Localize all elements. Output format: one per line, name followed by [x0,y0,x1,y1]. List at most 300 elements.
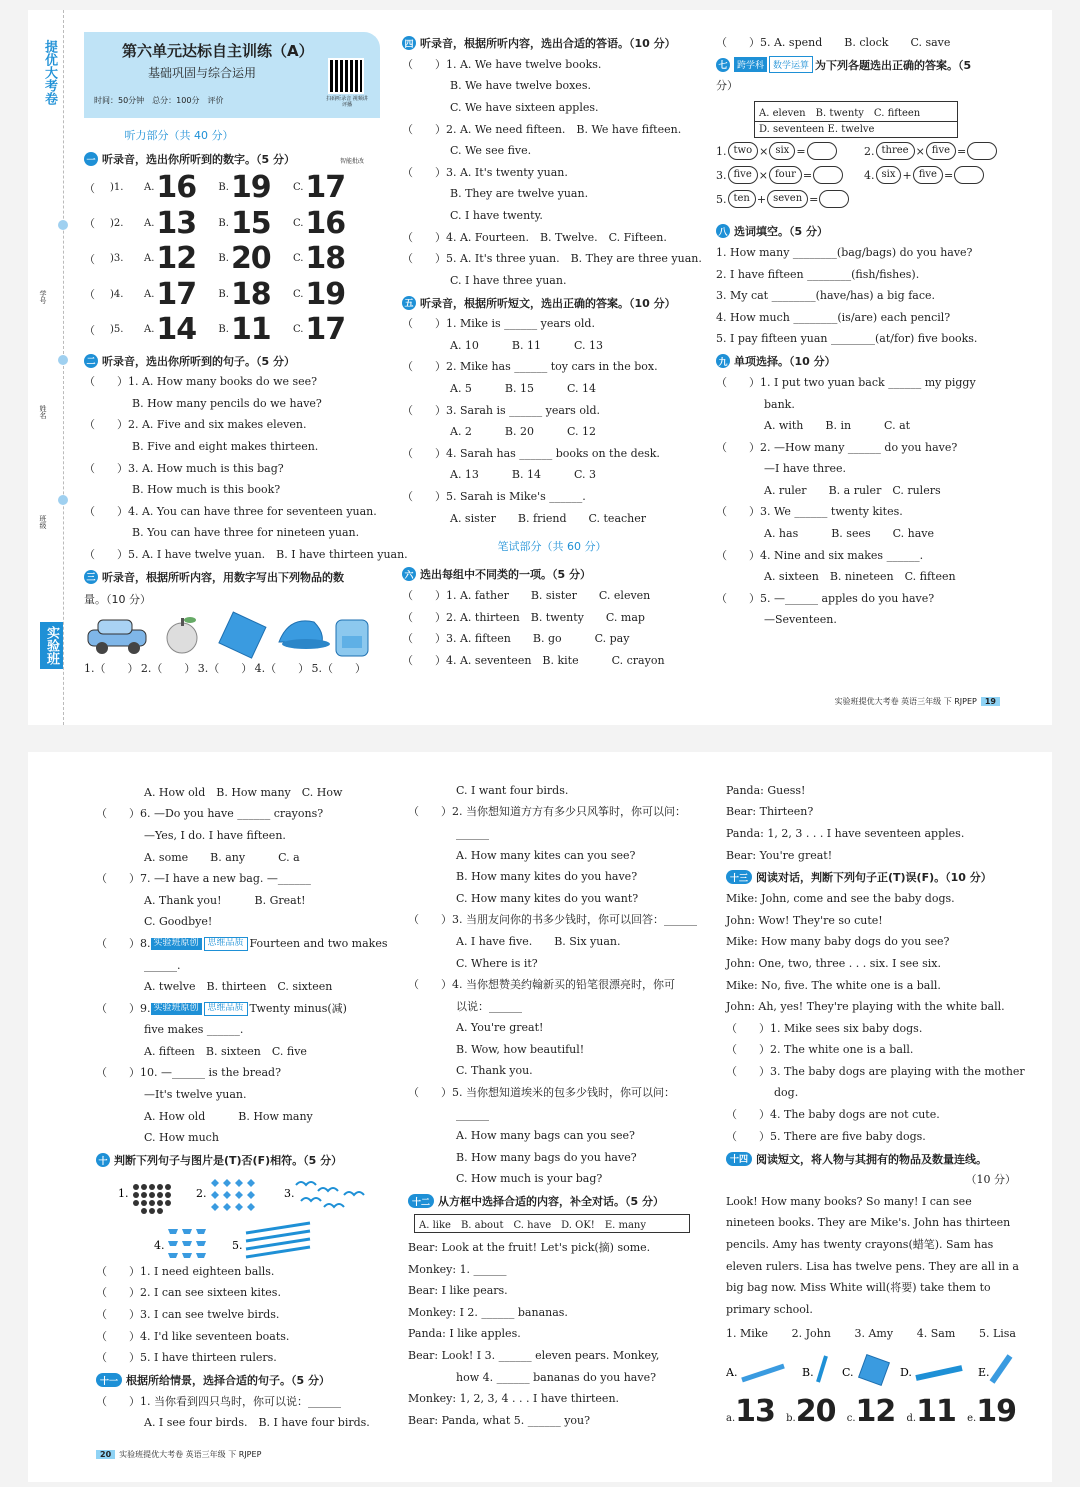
eq-number: 2. [864,144,875,158]
question-text: （ ）5. A. spend B. clock C. save [716,35,951,49]
question-line: （ ）2. A. thirteen B. twenty C. map [402,610,645,624]
column-3 [716,10,1016,725]
section-badge: 五 [402,296,416,310]
option-number: 16 [305,205,346,241]
dialogue-line: Monkey: I 2. ______ bananas. [408,1305,568,1319]
q-number: （ ）9. [96,1001,151,1015]
people-row [726,1327,1016,1340]
option-number: 14 [156,312,197,348]
eq-operator: × [915,144,925,158]
option-number: 18 [230,276,271,312]
number-value: 20 [795,1393,836,1429]
page-footer [96,1449,261,1460]
side-series: 实验班 [40,622,63,669]
section-10-instruction: 判断下列句子与图片是(T)否(F)相符。（5 分） [114,1154,343,1168]
section-badge: 三 [84,570,98,584]
question-line: A. Thank you! B. Great! [144,893,306,907]
book-icon [859,1354,890,1385]
q-number: )4. [110,288,124,300]
answer-bracket[interactable]: （ [84,323,95,337]
thinking-tag: 思维品质 [204,1002,248,1016]
number-choice-row [84,241,380,277]
number-choice-row [84,206,380,242]
answer-bracket[interactable]: （ [84,217,95,231]
question-line: （ ）10. —______ is the bread? [96,1066,281,1080]
section-4-heading [402,32,702,54]
q-text-cont: ______. [144,958,181,972]
question-line: bank. [764,397,795,411]
dialogue-line: Monkey: 1. ______ [408,1262,507,1276]
question-line: （ ）1. A. We have twelve books. [402,57,602,71]
answer-circle[interactable] [807,142,837,160]
question-line: （ ）3. A. How much is this bag? [84,461,284,475]
question-line: （ ）2. —How many ______ do you have? [716,440,958,454]
dialogue-line: （ ）4. The baby dogs are not cute. [726,1108,940,1122]
question-line: 3. My cat ________(have/has) a big face. [716,289,935,303]
dialogue-line: Bear: Look! I 3. ______ eleven pears. Monkey, [408,1349,660,1362]
section-badge: 十四 [726,1152,752,1166]
bind-hole [58,220,68,230]
number-option [907,1394,956,1429]
q-options: A. fifteen B. sixteen C. five [144,1044,307,1058]
response-choice-list [402,54,702,292]
question-line: （ ）1. I put two yuan back ______ my piggy [716,375,976,389]
side-student-no: 学号 [39,290,47,304]
number-option [847,1394,896,1429]
question-line: A. 10 B. 11 C. 13 [450,338,604,352]
title-banner [84,32,380,118]
question-line: A. 5 B. 15 C. 14 [450,382,597,396]
eq-operator: × [758,168,768,182]
eq-word: six [769,142,795,160]
question-line: A. ruler B. a ruler C. rulers [764,483,941,497]
math-equation [716,190,849,208]
section-14-heading [726,1148,1016,1170]
eq-number: 5. [716,192,727,206]
true-false-list [96,1261,392,1369]
question-line: （ ）5. —______ apples do you have? [716,591,935,605]
exam-page-19 [28,10,1052,725]
answer-circle[interactable] [813,166,843,184]
question-line: A. with B. in C. at [764,419,911,433]
item-label: E. [978,1365,990,1379]
answer-circle[interactable] [819,190,849,208]
situation-choice-list-cont [408,780,698,1190]
question-line: （ ）5. Sarah is Mike's ______. [402,490,586,504]
birds-icon [296,1182,364,1207]
cap-icon [279,621,330,649]
option-letter: B. [218,182,229,194]
dialogue-line: Panda: Guess! [726,783,806,797]
eq-word: five [913,166,943,184]
bind-hole [58,495,68,505]
math-equation [716,142,837,160]
question-line: A. You're great! [456,1021,544,1035]
pic-label: 4. [154,1239,165,1253]
question-line: （ ）4. I'd like seventeen boats. [96,1329,290,1343]
question-line: （ ）1. Mike is ______ years old. [402,317,595,331]
person-amy: 3. Amy [854,1326,894,1340]
eq-word: six [876,166,902,184]
eq-equals: = [809,192,819,206]
question-line: B. How many kites do you have? [456,870,638,884]
answer-bracket[interactable]: （ [84,181,95,195]
question-line: （ ）3. A. fifteen B. go C. pay [402,632,630,646]
section-7-instruction: 为下列各题选出正确的答案。（5 [815,58,972,72]
q-number: )5. [110,324,124,336]
page-number: 20 [96,1450,115,1459]
question-line: C. I want four birds. [456,783,569,797]
question-line: 5. I pay fifteen yuan ________(at/for) five books. [716,332,978,346]
dialogue-line: （ ）1. Mike sees six baby dogs. [726,1021,923,1035]
dialogue-line: Panda: 1, 2, 3 . . . I have seventeen apples. [726,826,965,840]
picture-grid [96,1171,392,1261]
answer-circle[interactable] [954,166,984,184]
dialogue-line: Bear: I like pears. [408,1284,508,1298]
option-number: 11 [230,312,271,348]
original-tag: 实验班原创 [151,1003,202,1015]
dialogue-line: Bear: Thirteen? [726,805,814,819]
question-line: （ ）2. I can see sixteen kites. [96,1286,281,1300]
original-tag: 实验班原创 [151,938,202,950]
question-line: —Seventeen. [764,613,837,627]
number-letter: e. [967,1412,977,1424]
section-5-heading [402,292,702,314]
eq-operator: + [902,168,912,182]
eq-operator: × [759,144,769,158]
item-label: A. [726,1365,738,1379]
option-number: 17 [156,276,197,312]
question-line: （ ）3. I can see twelve birds. [96,1308,280,1322]
question-line: （ ）3. We ______ twenty kites. [716,505,903,519]
dialogue-line: how 4. ______ bananas do you have? [456,1370,656,1384]
footer-text: 实验班提优大考卷 英语三年级 下 RJPEP [119,1450,262,1459]
side-strip [28,10,64,725]
option-number: 12 [156,241,197,277]
section-7-heading [716,54,1016,76]
eq-equals: = [796,144,806,158]
section-1-instruction: 听录音，选出你所听到的数字。（5 分） [102,153,295,166]
eq-equals: = [957,144,967,158]
section-9-heading [716,350,1016,372]
eq-equals: = [943,168,954,182]
section-14-points: （10 分） [965,1173,1016,1187]
dialogue-line: （ ）3. The baby dogs are playing with the mother [726,1064,1025,1078]
pencil-icon [818,1356,826,1382]
page-footer [835,696,1000,707]
option-letter: B. [218,253,229,265]
number-value: 12 [855,1393,896,1429]
question-line: B. Wow, how beautiful! [456,1042,585,1056]
number-option [967,1394,1016,1429]
number-choice-row [84,312,380,348]
side-brand: 提优大考卷 [42,40,57,105]
section-10-heading [96,1149,392,1171]
q-number: )3. [110,253,124,265]
dialogue-line: Mike: How many baby dogs do you see? [726,935,950,949]
option-letter: C. [292,253,304,265]
passage-line: Look! How many books? So many! I can see [726,1194,972,1208]
number-value: 11 [916,1393,956,1429]
apple-icon [167,617,197,653]
question-line: A. some B. any C. a [144,850,300,864]
word-fill-list [716,242,1016,350]
question-line: （ ）5. I have thirteen rulers. [96,1351,277,1365]
question-line: B. They are twelve yuan. [450,187,589,201]
question-line: （ ）2. 当你想知道方方有多少只风筝时，你可以问： [408,805,686,819]
option-box-line: D. seventeen E. twelve [759,124,875,136]
question-line: （ ）4. Sarah has ______ books on the desk. [402,446,660,460]
eq-equals: = [802,168,813,182]
section-5-instruction: 听录音，根据所听短文，选出正确的答案。（10 分） [420,296,676,310]
pic-label: 1. [118,1187,129,1201]
column-2 [408,752,698,1482]
odd-one-out-list [402,585,702,671]
option-letter: A. [144,324,155,336]
pic-label: 2. [196,1187,207,1201]
single-choice-list [716,372,1016,631]
question-line: （ ）2. Mike has ______ toy cars in the box. [402,360,658,374]
column-1 [84,10,408,725]
option-letter: C. [292,182,304,194]
exam-info: 时间：50分钟 总分：100分 评价 [94,96,224,105]
question-10 [96,1063,392,1149]
column-1 [96,752,392,1482]
item-label: C. [842,1365,854,1379]
column-2 [402,10,702,725]
dialogue-line: John: Ah, yes! They're playing with the white ball. [726,1000,1005,1014]
answer-slot-2[interactable]: 2.（ ） [140,661,196,675]
exam-page-20 [28,752,1052,1482]
question-line: （ ）2. A. We need fifteen. B. We have fifteen. [402,122,682,136]
section-3-instruction: 听录音，根据所听内容，用数字写出下列物品的数 [102,570,344,584]
interdisciplinary-tag: 跨学科 [734,57,767,72]
answer-bracket[interactable]: （ [84,288,95,302]
section-2-instruction: 听录音，选出你所听到的句子。（5 分） [102,354,295,368]
dialogue-fill [408,1237,698,1431]
eq-word: five [728,166,758,184]
q-number: )1. [110,182,124,194]
question-line: —Yes, I do. I have fifteen. [144,828,286,842]
option-box-line: A. eleven B. twenty C. fifteen [755,102,957,122]
question-line: —It's twelve yuan. [144,1088,247,1102]
thinking-tag: 思维品质 [204,937,248,951]
question-line: （ ）6. —Do you have ______ crayons? [96,807,324,821]
items-svg [726,1350,1016,1390]
question-line: （ ）4. A. You can have three for seventeen yuan. [84,504,377,518]
question-8 [96,933,392,955]
question-line: （ ）5. A. It's three yuan. B. They are three yuan. [402,252,702,266]
section-6-heading [402,563,702,585]
question-line: C. How much is your bag? [456,1172,603,1186]
reading-passage [726,1191,1019,1321]
question-line: A. How old B. How many C. How [144,785,343,799]
question-line: B. We have twelve boxes. [450,79,591,93]
math-equations [716,142,1016,214]
question-line: 4. How much ________(is/are) each pencil? [716,310,951,324]
number-value: 19 [976,1393,1016,1429]
passage-line: nineteen books. They are Mike's. John has thirteen [726,1216,1011,1230]
option-letter: A. [144,253,155,265]
person-john: 2. John [791,1326,831,1340]
section-badge: 一 [84,152,98,166]
number-choice-row [84,277,380,313]
section-badge: 四 [402,36,416,50]
item-pictures-svg [84,610,380,660]
section-12-heading [408,1190,698,1212]
option-letter: B. [218,217,229,229]
q-number: （ ）8. [96,936,151,950]
option-letter: B. [218,288,229,300]
question-line: （ ）5. A. I have twelve yuan. B. I have thirteen yuan. [84,548,408,561]
section-11-heading [96,1369,392,1391]
section-2-heading [84,350,380,372]
pic-label: 5. [232,1239,243,1253]
option-number: 13 [156,205,197,241]
question-line: 1. How many ________(bag/bags) do you have? [716,245,973,259]
question-line: C. I have twenty. [450,208,543,222]
question-line: （ ）1. 当你看到四只鸟时，你可以说：______ [96,1394,341,1408]
crayon-icon [992,1356,1010,1382]
item-label: B. [802,1365,814,1379]
dialogue-line: Mike: John, come and see the baby dogs. [726,892,955,906]
option-letter: B. [218,324,229,336]
answer-bracket[interactable]: （ [84,252,95,266]
passage-line: pencils. Amy has twenty crayons(蜡笔). Sam has [726,1238,994,1252]
eq-number: 3. [716,168,727,182]
math-tag: 数学运算 [769,56,813,73]
question-line: C. We see five. [450,144,532,158]
option-letter: A. [144,217,155,229]
qr-code [330,60,362,92]
question-line: （ ）3. A. It's twenty yuan. [402,165,568,179]
person-sam: 4. Sam [916,1326,956,1340]
number-choice-row [84,170,380,206]
question-line: A. sixteen B. nineteen C. fifteen [764,570,956,584]
numbers-row [726,1394,1016,1429]
math-equation [864,166,984,184]
question-line: 以说：______ [456,999,522,1013]
passage-choice-list [402,314,702,530]
section-13-instruction: 阅读对话，判断下列句子正(T)误(F)。（10 分） [756,871,992,885]
section-1-heading [84,148,380,170]
option-number: 17 [305,170,346,206]
option-number: 17 [305,312,346,348]
eq-word: ten [728,190,756,208]
section-13-heading [726,866,1016,888]
q-text: Twenty minus(减) [249,1001,347,1015]
math-equation [716,166,843,184]
dialogue-line: Bear: Look at the fruit! Let's pick(摘) some. [408,1241,651,1255]
section-8-heading [716,220,1016,242]
dialogue-line: （ ）2. The white one is a ball. [726,1043,914,1057]
written-section-title: 笔试部分（共 60 分） [497,540,607,554]
answer-slot-3[interactable]: 3.（ ） [197,661,253,675]
section-6-instruction: 选出每组中不同类的一项。（5 分） [420,568,591,582]
option-letter: C. [292,217,304,229]
item-label: D. [900,1365,912,1379]
section-badge: 十二 [408,1194,434,1208]
option-number: 19 [305,276,346,312]
question-line: A. has B. sees C. have [764,527,934,541]
question-line: C. I have three yuan. [450,273,567,287]
picture-grid-svg [96,1171,392,1261]
reading-dialogue [726,888,1025,1147]
option-number: 19 [230,170,271,206]
dialogue-line: dog. [774,1086,799,1100]
section-badge: 十三 [726,870,752,884]
person-lisa: 5. Lisa [978,1326,1016,1340]
answer-slot-5[interactable]: 5.（ ） [311,661,366,675]
question-line: B. How much is this book? [132,483,281,497]
pic-label: 3. [284,1187,295,1201]
answer-slot-1[interactable]: 1.（ ） [84,661,139,675]
section-badge: 十一 [96,1373,122,1387]
balls-icon [133,1184,171,1214]
section-badge: 八 [716,224,730,238]
question-line: （ ）4. Nine and six makes ______. [716,548,924,562]
dialogue-line: Mike: No, five. The white one is a ball. [726,978,941,992]
question-line: C. We have sixteen apples. [450,100,599,114]
question-line: —I have three. [764,462,846,476]
dialogue-line: Bear: You're great! [726,848,833,862]
eq-operator: + [756,192,767,206]
rulers-icon [246,1223,310,1257]
question-line: （ ）1. A. father B. sister C. eleven [402,589,651,603]
question-line: （ ）1. I need eighteen balls. [96,1264,275,1278]
dialogue-line: Monkey: 1, 2, 3, 4 . . . I have thirteen. [408,1392,620,1406]
question-line: （ ）3. Sarah is ______ years old. [402,403,600,417]
question-line: B. How many pencils do we have? [132,396,322,410]
book-icon [219,612,266,658]
answer-slot-4[interactable]: 4.（ ） [254,661,310,675]
number-value: 13 [735,1393,775,1429]
listening-section-title: 听力部分（共 40 分） [124,129,234,142]
dialogue-line: Bear: Panda, what 5. ______ you? [408,1413,591,1427]
question-line: A. How many bags can you see? [456,1129,635,1143]
word-box: A. like B. about C. have D. OK! E. many [414,1214,690,1233]
page-number: 19 [981,697,1000,706]
section-12-instruction: 从方框中选择合适的内容，补全对话。（5 分） [438,1195,664,1209]
eq-word: four [769,166,802,184]
person-mike: 1. Mike [726,1326,768,1340]
situation-choice-list [96,1391,392,1434]
question-line: （ ）4. A. seventeen B. kite C. crayon [402,654,665,667]
q-text-cont: five makes ______. [144,1023,244,1037]
question-line: B. How many bags do you have? [456,1150,637,1164]
eq-word: two [728,142,759,160]
question-line: A. How many kites can you see? [456,848,636,862]
option-box [754,101,958,138]
eq-number: 1. [716,144,727,158]
option-number: 15 [230,205,271,241]
question-line: A. I see four birds. B. I have four birds. [144,1416,370,1430]
option-letter: A. [144,182,155,194]
column-3 [726,752,1025,1482]
eq-word: seven [767,190,808,208]
section-8-instruction: 选词填空。（5 分） [734,225,828,239]
dialogue-line: John: One, two, three . . . six. I see six. [726,956,941,970]
option-letter: C. [292,324,304,336]
number-letter: a. [726,1412,736,1424]
option-number: 20 [230,241,271,277]
passage-line: primary school. [726,1302,813,1316]
answer-circle[interactable] [967,142,997,160]
dialogue-line: （ ）5. There are five baby dogs. [726,1129,926,1143]
side-name: 姓名 [39,405,47,419]
items-row [726,1350,1016,1390]
number-letter: c. [846,1412,856,1424]
